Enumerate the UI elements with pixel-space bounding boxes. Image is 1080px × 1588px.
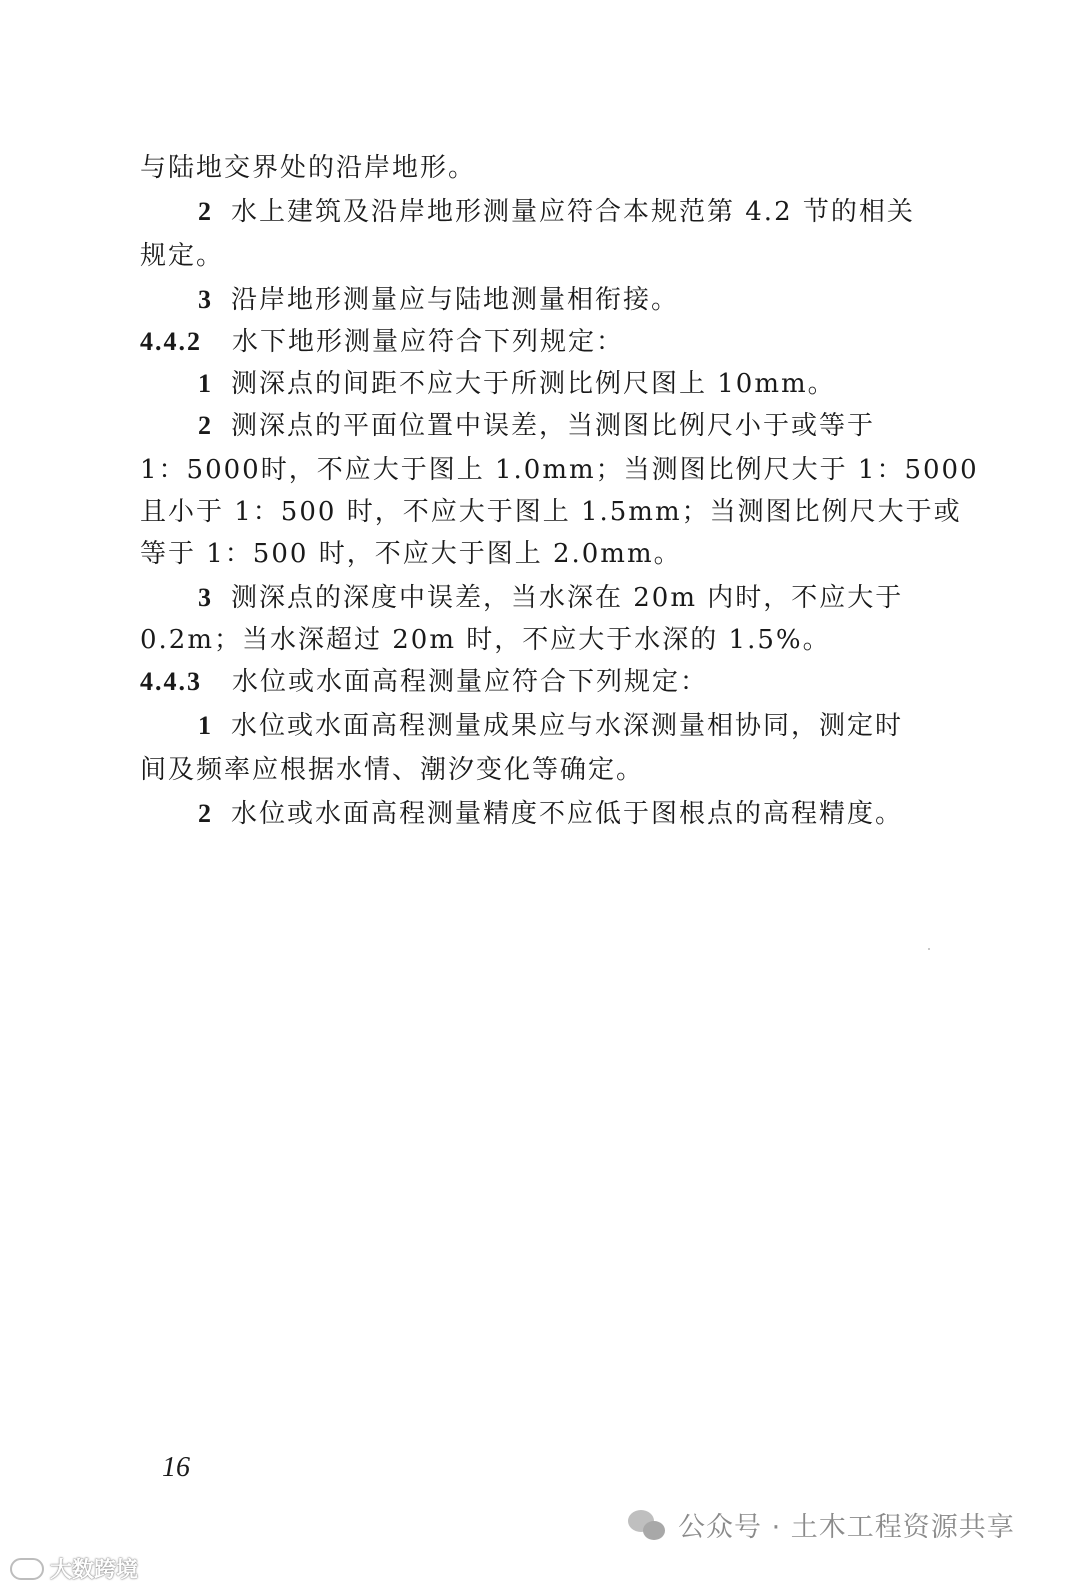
page-number: 16 (162, 1452, 190, 1483)
line-text: 且小于 1：500 时，不应大于图上 1.5mm；当测图比例尺大于或 (140, 497, 962, 527)
line-text: 测深点的平面位置中误差，当测图比例尺小于或等于 (231, 411, 876, 441)
text-line-12 (140, 622, 831, 658)
line-text: 测深点的深度中误差，当水深在 20m 内时，不应大于 (231, 583, 904, 613)
item-number: 2 (198, 799, 213, 828)
line-text: 水上建筑及沿岸地形测量应符合本规范第 4.2 节的相关 (231, 197, 915, 227)
text-line-4 (198, 282, 679, 318)
line-text: 等于 1：500 时，不应大于图上 2.0mm。 (140, 539, 682, 569)
text-line-1 (140, 150, 476, 186)
section-heading-4-4-2 (140, 324, 624, 360)
item-number: 2 (198, 197, 213, 226)
text-line-2 (198, 194, 915, 230)
brand-logo-icon (10, 1558, 44, 1580)
line-text: 规定。 (140, 241, 225, 271)
text-line-10 (140, 536, 682, 572)
line-text: 水位或水面高程测量精度不应低于图根点的高程精度。 (231, 799, 904, 829)
footer-brand-text: 公众号 · 土木工程资源共享 (678, 1512, 1015, 1543)
item-number: 2 (198, 411, 213, 440)
line-text: 测深点的间距不应大于所测比例尺图上 10mm。 (231, 369, 836, 399)
section-number: 4.4.2 (140, 327, 202, 356)
text-line-6 (198, 366, 836, 402)
line-text: 水位或水面高程测量应符合下列规定： (232, 667, 709, 697)
line-text: 0.2m；当水深超过 20m 时，不应大于水深的 1.5%。 (140, 625, 831, 655)
wechat-icon (628, 1508, 668, 1542)
section-heading-4-4-3 (140, 664, 708, 700)
text-line-9 (140, 494, 962, 530)
watermark-text: 大数跨境 (50, 1558, 139, 1583)
line-text: 沿岸地形测量应与陆地测量相衔接。 (231, 285, 680, 315)
text-line-16 (198, 796, 903, 832)
text-line-8 (140, 452, 979, 488)
scan-speck (928, 948, 930, 950)
text-line-3 (140, 238, 224, 274)
text-line-11 (198, 580, 903, 616)
text-line-7 (198, 408, 875, 444)
item-number: 1 (198, 711, 213, 740)
text-line-15 (140, 752, 644, 788)
line-text: 水下地形测量应符合下列规定： (232, 327, 625, 357)
watermark (10, 1553, 138, 1584)
line-text: 与陆地交界处的沿岸地形。 (140, 153, 477, 183)
line-text: 间及频率应根据水情、潮汐变化等确定。 (140, 755, 645, 785)
line-text: 水位或水面高程测量成果应与水深测量相协同，测定时 (231, 711, 904, 741)
section-number: 4.4.3 (140, 667, 202, 696)
item-number: 3 (198, 285, 213, 314)
text-line-14 (198, 708, 903, 744)
line-text: 1：5000时，不应大于图上 1.0mm；当测图比例尺大于 1：5000 (140, 455, 979, 485)
item-number: 1 (198, 369, 213, 398)
item-number: 3 (198, 583, 213, 612)
footer-brand (628, 1505, 1015, 1544)
